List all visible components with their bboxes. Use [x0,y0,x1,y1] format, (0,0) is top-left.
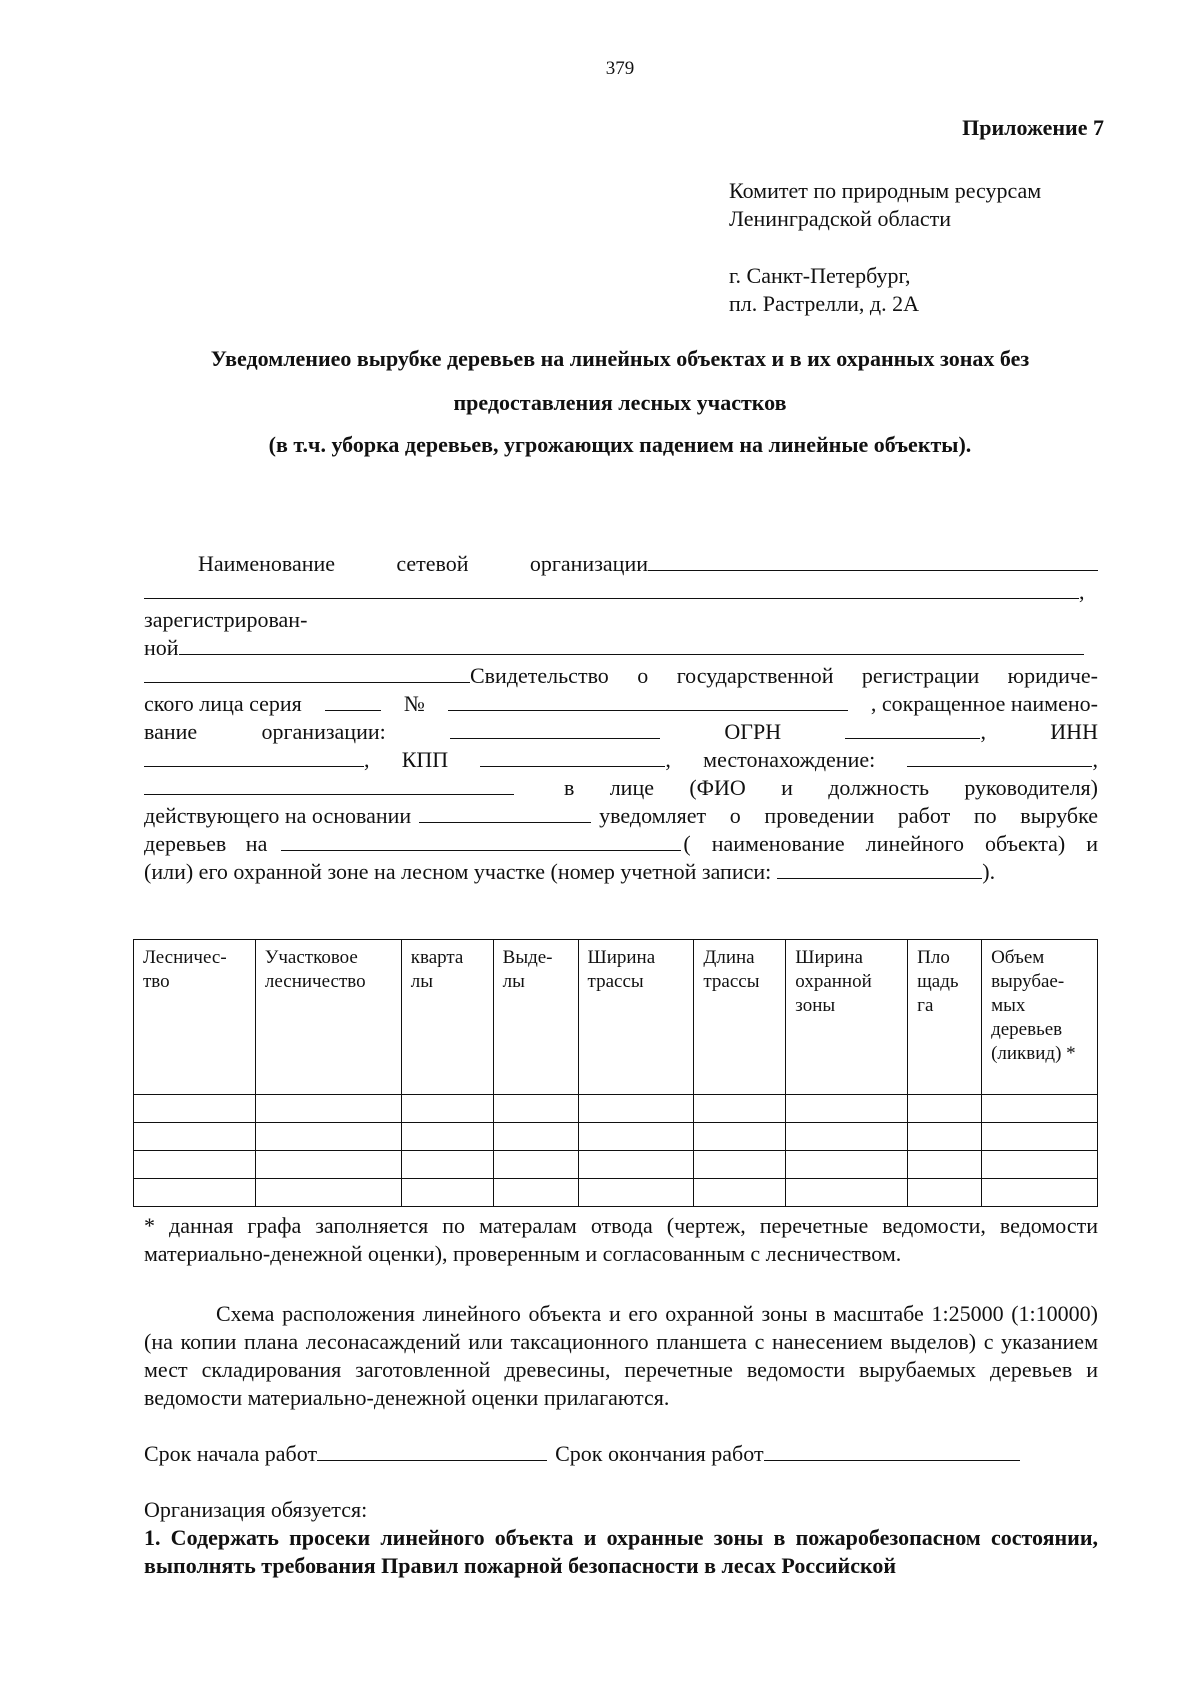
org-name-field-cont[interactable] [144,578,1079,599]
comma: , [1079,579,1085,604]
table-cell[interactable] [578,1123,694,1151]
table-row [134,1179,1098,1207]
col-header-route-width: Ширина трассы [578,940,694,1095]
table-cell[interactable] [908,1179,982,1207]
record-number-field[interactable] [777,858,982,879]
recipient-line-1: Комитет по природным ресурсам [729,178,1042,203]
form-line-head [144,774,1098,802]
start-date-label: Срок начала работ [144,1441,318,1466]
footnote: * данная графа заполняется по матерaлам отвода (чертеж, перечетные ведомости, ведомости материально-денежной оценки), проверенным и согласованным с лесничеством. [144,1213,1098,1266]
inn-label: ИНН [1050,719,1098,744]
table-cell[interactable] [982,1151,1098,1179]
table-row [134,1151,1098,1179]
basis-label: действующего на основании [144,803,412,828]
table-cell[interactable] [255,1095,401,1123]
record-end: ). [982,859,996,884]
ogrn-label: ОГРН [724,719,782,744]
table-cell[interactable] [578,1179,694,1207]
table-cell[interactable] [982,1179,1098,1207]
recipient-line-3: г. Санкт-Петербург, [729,263,911,288]
inn-field[interactable] [144,746,364,767]
document-title-line-1: Уведомлениео вырубке деревьев на линейных объектах и в их охранных зонах без [210,346,1030,371]
org-name-field[interactable] [648,550,1098,571]
table-cell[interactable] [694,1095,786,1123]
table-cell[interactable] [493,1151,578,1179]
form-line-basis [144,802,1098,830]
document-title-line-3: (в т.ч. уборка деревьев, угрожающих падением на линейные объекты). [268,432,972,457]
scheme-paragraph: Схема расположения линейного объекта и его охранной зоны в масштабе 1:25000 (1:10000) (на копии плана лесонасаждений или таксационного планшета с нанесением выделов) с указанием мест складирования заготовленной древесины, перечетные ведомости вырубаемых деревьев и ведомости материально-денежной оценки прилагаются. [144,1301,1098,1410]
obligations-intro: Организация обязуется: [144,1497,368,1522]
table-cell[interactable] [134,1179,256,1207]
organization-label: организации: [261,719,386,744]
form-line-kpp [144,746,1098,774]
table-cell[interactable] [908,1151,982,1179]
col-header-forestry: Лесничес-тво [134,940,256,1095]
table-cell[interactable] [578,1151,694,1179]
short-name-label-cont: вание [144,719,198,744]
location-field[interactable] [907,746,1092,767]
table-cell[interactable] [255,1151,401,1179]
obligation-item-1: 1. Содержать просеки линейного объекта и охранные зоны в пожаробезопасном состоянии, выполнять требования Правил пожарной безопасности в лесах Российской [144,1525,1098,1578]
comma: , [364,747,370,772]
document-title-line-2: предоставления лесных участков [453,390,787,415]
table-cell[interactable] [493,1123,578,1151]
page-number: 379 [605,58,635,79]
notifies-label: уведомляет о проведении работ по вырубке [599,803,1098,828]
table-header-row [134,940,1098,1095]
table-cell[interactable] [134,1123,256,1151]
trees-on-label: деревьев на [144,831,268,856]
recipient-line-2: Ленинградской области [729,206,951,231]
linear-object-field[interactable] [281,830,681,851]
table-cell[interactable] [493,1095,578,1123]
certificate-label: Свидетельство о государственной регистрации юридиче- [470,663,1098,688]
end-date-field[interactable] [764,1440,1020,1461]
recipient-line-4: пл. Растрелли, д. 2А [729,291,919,316]
table-cell[interactable] [908,1095,982,1123]
series-label: ского лица серия [144,691,302,716]
short-name-label: , сокращенное наимено- [870,691,1098,716]
location-label: местонахождение: [703,747,876,772]
comma: , [980,719,986,744]
form-line-certificate [144,662,1098,690]
form-line-org-name [198,550,1098,578]
col-header-quarters: кварта лы [401,940,493,1095]
table-cell[interactable] [786,1095,908,1123]
kpp-field[interactable] [480,746,665,767]
table-cell[interactable] [694,1179,786,1207]
appendix-label: Приложение 7 [962,115,1104,140]
comma: , [1092,747,1098,772]
basis-field[interactable] [419,802,591,823]
form-line-series [144,690,1098,718]
kpp-label: КПП [401,747,449,772]
table-cell[interactable] [401,1095,493,1123]
form-word-1: Наименование [198,551,336,576]
col-header-district-forestry: Участковое лесничество [255,940,401,1095]
col-header-zone-width: Ширина охранной зоны [786,940,908,1095]
table-cell[interactable] [401,1123,493,1151]
registered-label-2: ной [144,635,179,660]
dates-line [144,1440,1098,1468]
form-line-object [144,830,1098,858]
table-cell[interactable] [982,1095,1098,1123]
form-line-ogrn [144,718,1098,746]
table-row [134,1123,1098,1151]
table-cell[interactable] [401,1179,493,1207]
number-label: № [403,691,425,716]
table-cell[interactable] [786,1179,908,1207]
end-date-label: Срок окончания работ [555,1441,764,1466]
linear-object-label: ( наименование линейного объекта) и [683,831,1098,856]
table-cell[interactable] [908,1123,982,1151]
form-line-registered [144,634,1098,662]
table-cell[interactable] [493,1179,578,1207]
record-label: (или) его охранной зоне на лесном участке (номер учетной записи: [144,859,772,884]
form-line-record [144,858,1098,886]
registered-label-1: зарегистрирован- [144,607,308,632]
comma: , [665,747,671,772]
location-field-cont[interactable] [144,774,514,795]
series-field[interactable] [325,690,381,711]
table-cell[interactable] [786,1151,908,1179]
col-header-route-length: Длина трассы [694,940,786,1095]
head-label: в лице (ФИО и должность руководителя) [564,775,1098,800]
table-cell[interactable] [401,1151,493,1179]
registered-field-cont[interactable] [144,662,470,683]
registered-field[interactable] [179,634,1084,655]
table-cell[interactable] [694,1151,786,1179]
felling-table [133,939,1098,1207]
table-row [134,1095,1098,1123]
table-cell[interactable] [786,1123,908,1151]
short-name-field[interactable] [450,718,660,739]
table-cell[interactable] [578,1095,694,1123]
col-header-area: Пло щадь га [908,940,982,1095]
col-header-volume: Объем вырубае-мых деревьев (ликвид) * [982,940,1098,1095]
ogrn-field[interactable] [845,718,980,739]
table-cell[interactable] [134,1151,256,1179]
table-cell[interactable] [694,1123,786,1151]
table-cell[interactable] [255,1123,401,1151]
form-line-blank [144,578,1098,606]
number-field[interactable] [448,690,848,711]
start-date-field[interactable] [317,1440,547,1461]
form-word-2: сетевой [396,551,469,576]
col-header-plots: Выде-лы [493,940,578,1095]
table-cell[interactable] [134,1095,256,1123]
form-word-3: организации [529,551,648,576]
table-cell[interactable] [982,1123,1098,1151]
table-cell[interactable] [255,1179,401,1207]
